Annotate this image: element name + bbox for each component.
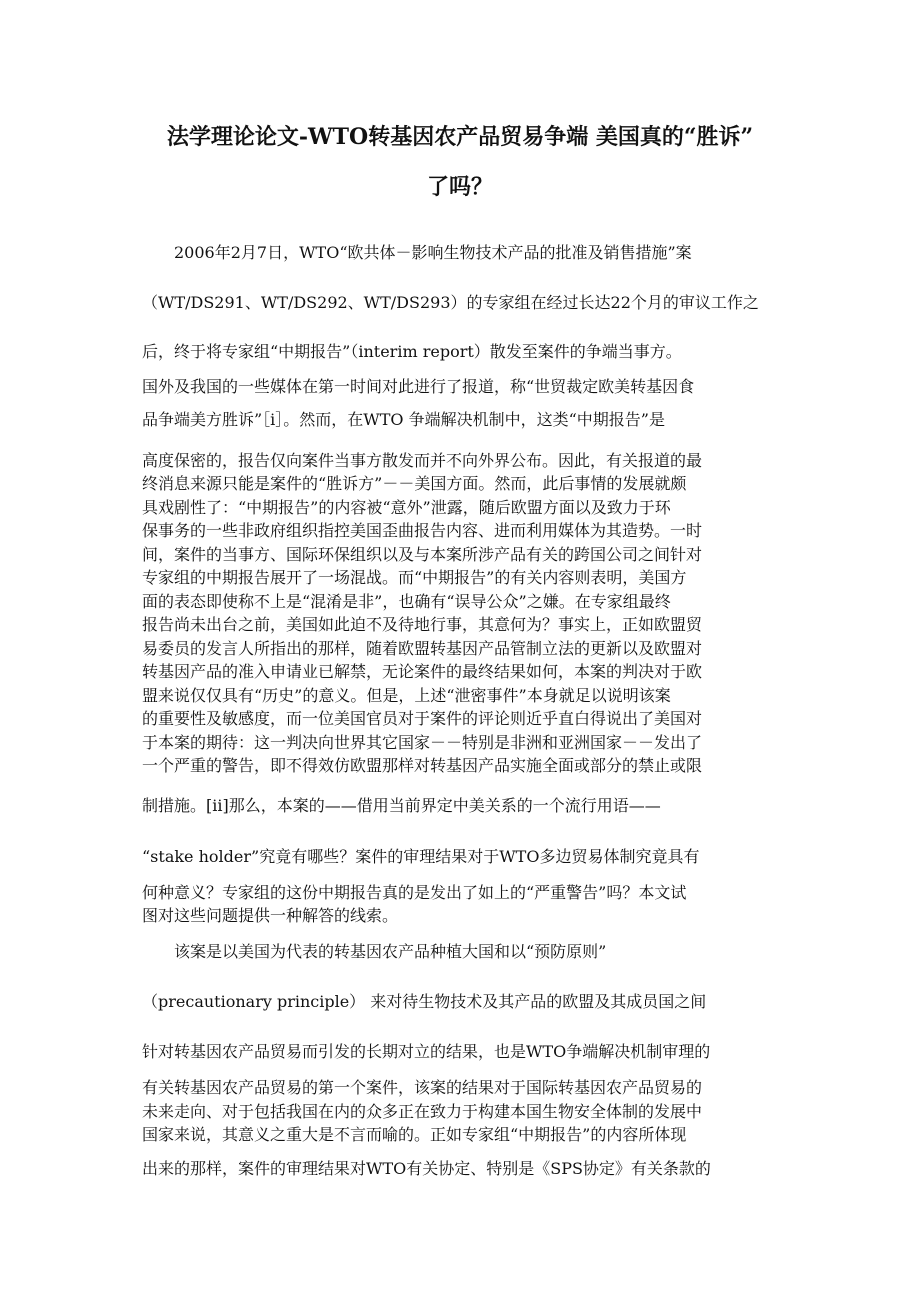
paragraph-2-line: 该案是以美国为代表的转基因农产品种植大国和以“预防原则” [174, 942, 607, 961]
paragraph-1-line: 专家组的中期报告展开了一场混战。而“中期报告”的有关内容则表明，美国方 [142, 568, 687, 587]
paragraph-1-line: 高度保密的，报告仅向案件当事方散发而并不向外界公布。因此，有关报道的最 [142, 451, 703, 470]
paragraph-1-line: 转基因产品的准入申请业已解禁，无论案件的最终结果如何，本案的判决对于欧 [142, 662, 703, 681]
document-title-line-1: 法学理论论文-WTO转基因农产品贸易争端 美国真的“胜诉” [166, 124, 754, 150]
paragraph-1-line: 间，案件的当事方、国际环保组织以及与本案所涉产品有关的跨国公司之间针对 [142, 545, 703, 564]
paragraph-1-line: 报告尚未出台之前，美国如此迫不及待地行事，其意何为？事实上，正如欧盟贸 [142, 615, 703, 634]
paragraph-1-line: 一个严重的警告，即不得效仿欧盟那样对转基因产品实施全面或部分的禁止或限 [142, 756, 703, 775]
paragraph-1-line: 面的表态即使称不上是“混淆是非”，也确有“误导公众”之嫌。在专家组最终 [142, 592, 671, 611]
paragraph-1-line: 2006年2月7日，WTO“欧共体－影响生物技术产品的批准及销售措施”案 [174, 243, 692, 262]
paragraph-1-line: “stake holder”究竟有哪些？案件的审理结果对于WTO多边贸易体制究竟具有 [142, 847, 700, 866]
document-title-line-2: 了吗？ [426, 174, 493, 200]
paragraph-2-line: 出来的那样，案件的审理结果对WTO有关协定、特别是《SPS协定》有关条款的 [142, 1159, 711, 1178]
paragraph-2-line: 有关转基因农产品贸易的第一个案件，该案的结果对于国际转基因农产品贸易的 [142, 1078, 703, 1097]
paragraph-1-line: 制措施。[ii]那么，本案的——借用当前界定中美关系的一个流行用语—— [142, 796, 661, 815]
paragraph-2-line: 国家来说，其意义之重大是不言而喻的。正如专家组“中期报告”的内容所体现 [142, 1125, 687, 1144]
paragraph-1-line: 具戏剧性了：“中期报告”的内容被“意外”泄露，随后欧盟方面以及致力于环 [142, 498, 671, 517]
paragraph-2-line: 未来走向、对于包括我国在内的众多正在致力于构建本国生物安全体制的发展中 [142, 1102, 703, 1121]
paragraph-1-line: 于本案的期待：这一判决向世界其它国家－－特别是非洲和亚洲国家－－发出了 [142, 733, 703, 752]
paragraph-1-line: 盟来说仅仅具有“历史”的意义。但是，上述“泄密事件”本身就足以说明该案 [142, 686, 671, 705]
paragraph-1-line: 易委员的发言人所指出的那样，随着欧盟转基因产品管制立法的更新以及欧盟对 [142, 639, 703, 658]
paragraph-2-line: 针对转基因农产品贸易而引发的长期对立的结果，也是WTO争端解决机制审理的 [142, 1042, 711, 1061]
paragraph-1-line: 何种意义？专家组的这份中期报告真的是发出了如上的“严重警告”吗？本文试 [142, 883, 687, 902]
paragraph-1-line: （WT/DS291、WT/DS292、WT/DS293）的专家组在经过长达22个月的审议工作之 [142, 293, 759, 312]
paragraph-1-line: 的重要性及敏感度，而一位美国官员对于案件的评论则近乎直白得说出了美国对 [142, 709, 703, 728]
paragraph-1-line: 国外及我国的一些媒体在第一时间对此进行了报道，称“世贸裁定欧美转基因食 [142, 377, 695, 396]
paragraph-1-line: 图对这些问题提供一种解答的线索。 [142, 906, 399, 925]
paragraph-1-line: 品争端美方胜诉”［i］。然而，在WTO 争端解决机制中，这类“中期报告”是 [142, 410, 665, 429]
paragraph-2-line: （precautionary principle） 来对待生物技术及其产品的欧盟及其成员国之间 [142, 992, 707, 1011]
paragraph-1-line: 后，终于将专家组“中期报告”（interim report）散发至案件的争端当事方。 [142, 342, 682, 361]
paragraph-1-line: 终消息来源只能是案件的“胜诉方”－－美国方面。然而，此后事情的发展就颇 [142, 474, 687, 493]
paragraph-1-line: 保事务的一些非政府组织指控美国歪曲报告内容、进而利用媒体为其造势。一时 [142, 521, 703, 540]
